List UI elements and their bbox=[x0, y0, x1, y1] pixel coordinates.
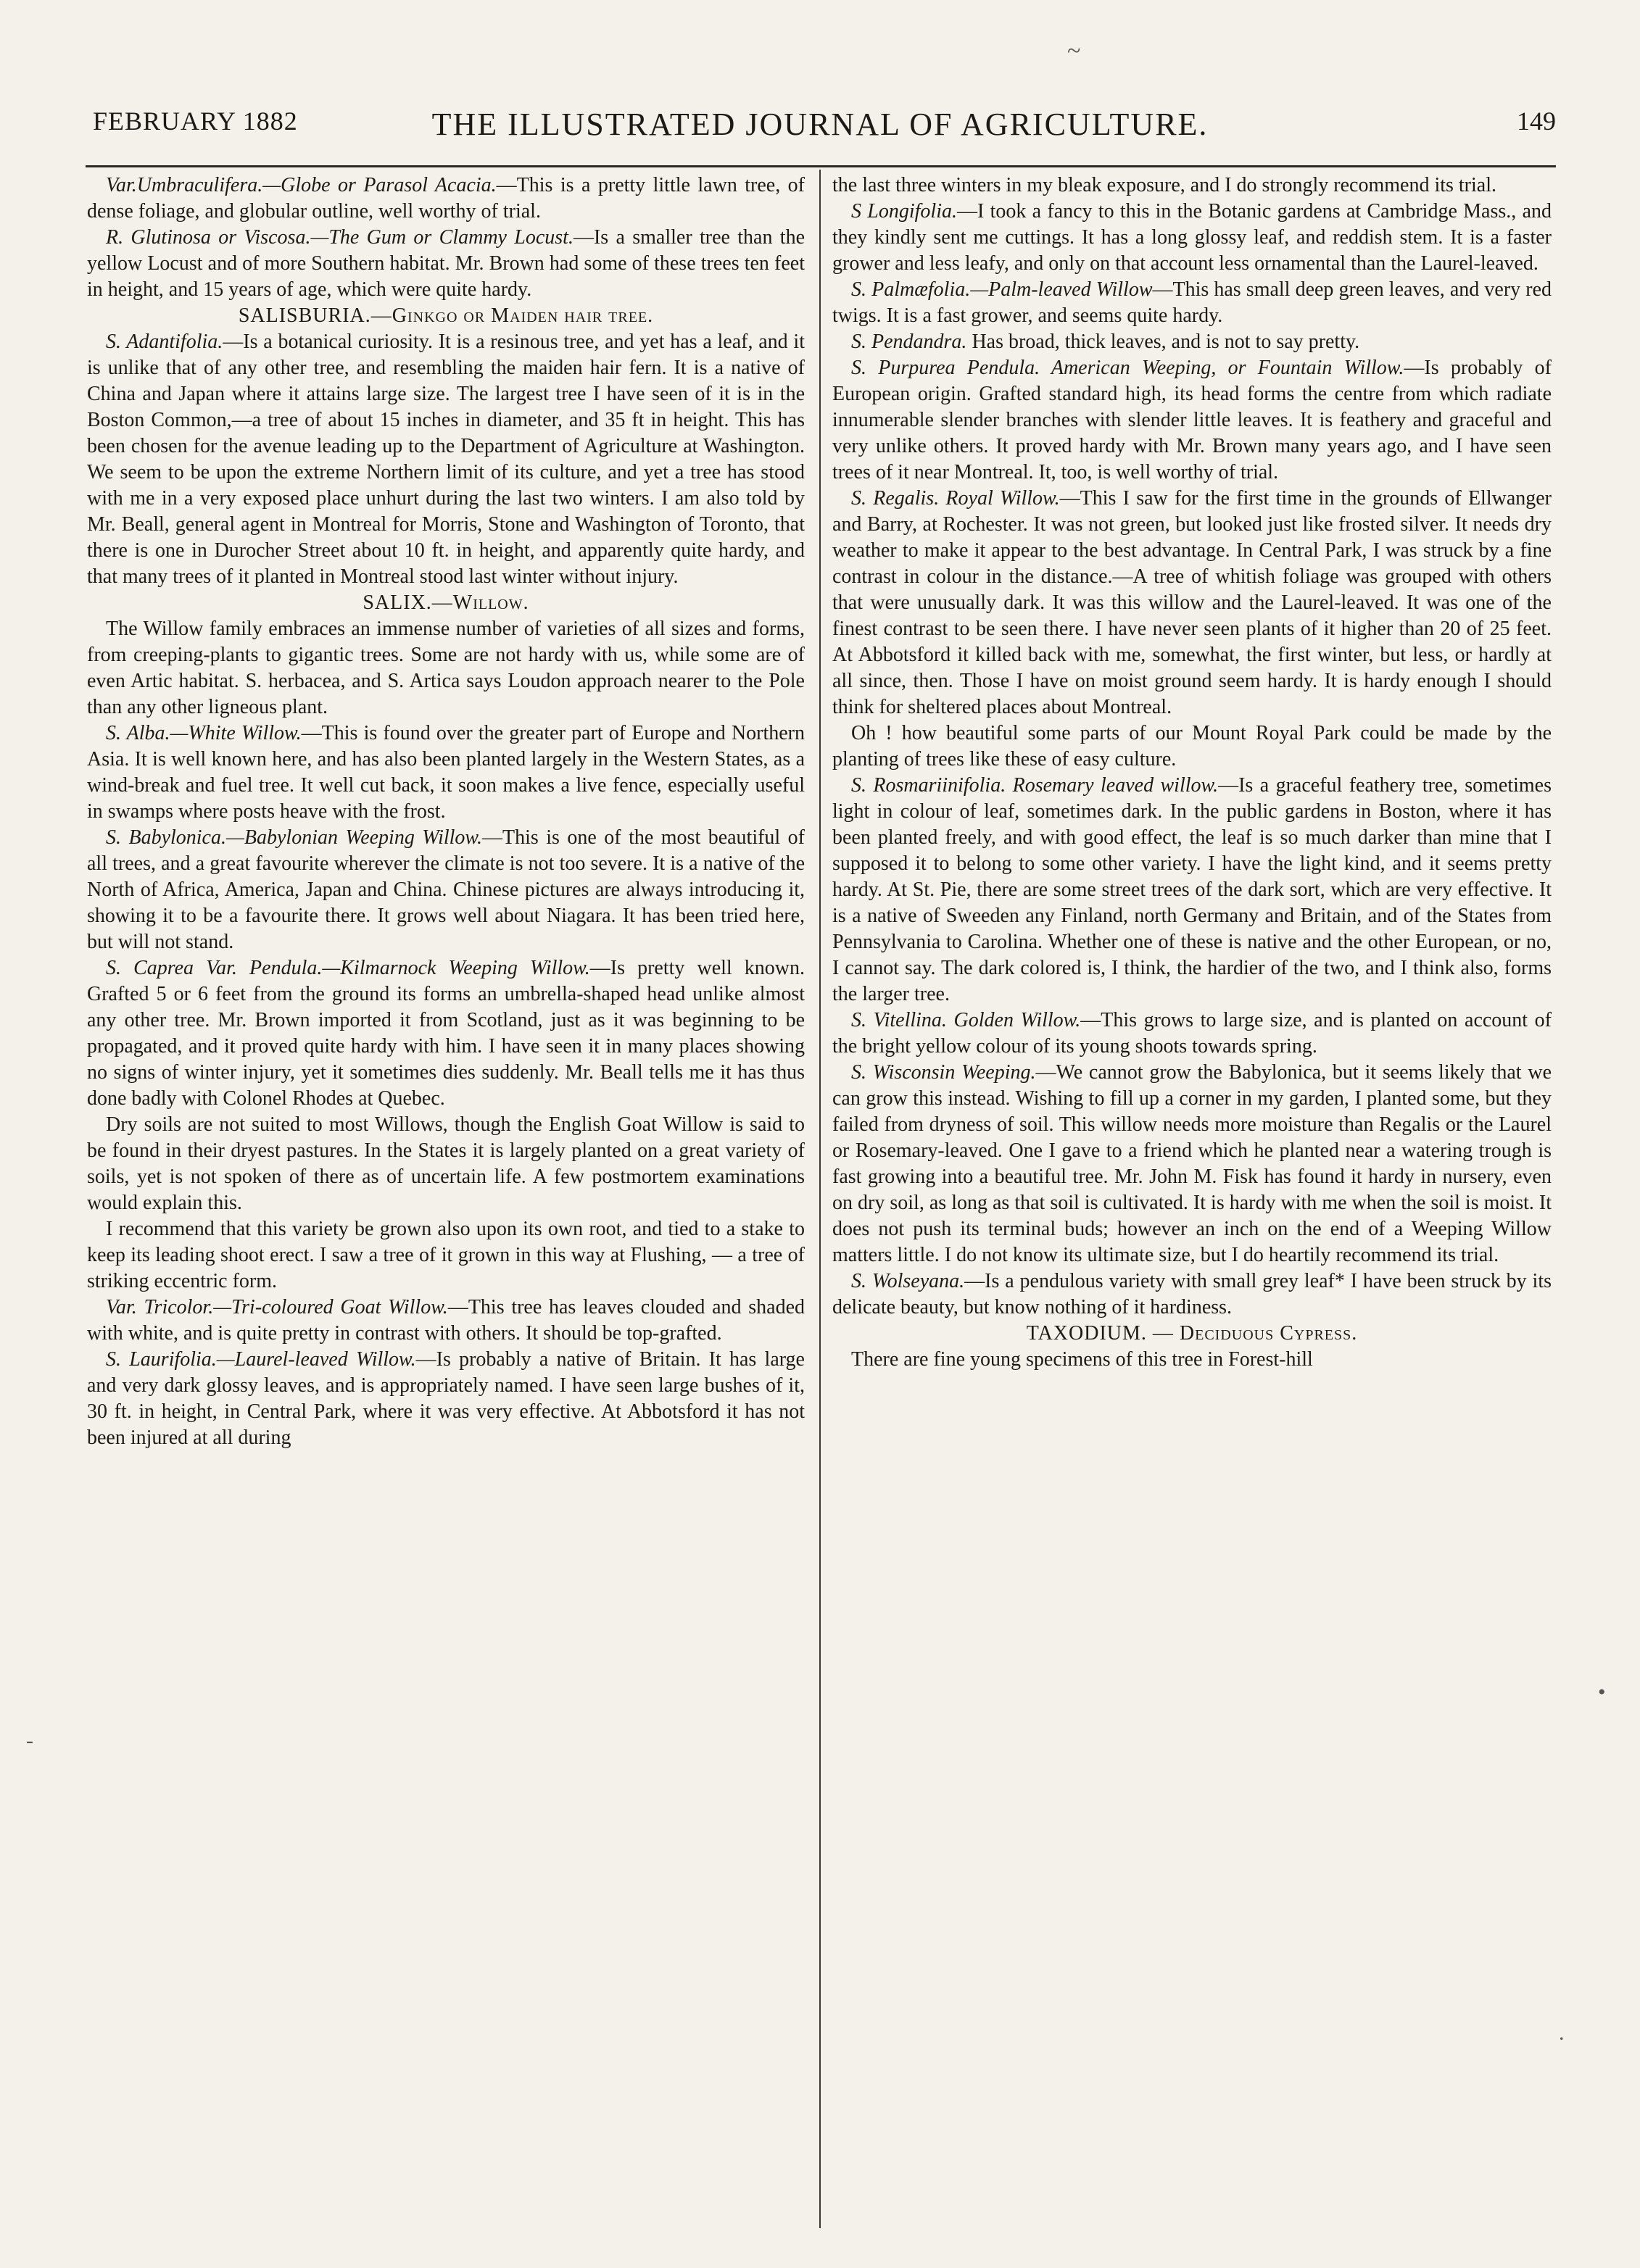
margin-mark-tick: . bbox=[1559, 2021, 1565, 2045]
paragraph-text: The Willow family embraces an immense number of varieties of all sizes and forms, from creeping-plants to gigantic trees. Some are not hardy with us, while some are of even Artic habitat. S. herbacea, and S. Artica says Loudon approach nearer to the Pole than any other ligneous plant. bbox=[87, 618, 805, 718]
paragraph bbox=[87, 1347, 805, 1451]
journal-title: THE ILLUSTRATED JOURNAL OF AGRICULTURE. bbox=[431, 107, 1209, 142]
species-name: S. Caprea Var. Pendula.—Kilmarnock Weeping Willow. bbox=[106, 957, 590, 979]
stray-mark-top: ~ bbox=[1067, 38, 1081, 65]
paragraph bbox=[87, 1216, 805, 1295]
paragraph bbox=[87, 825, 805, 955]
section-heading-text: SALISBURIA.—Ginkgo or Maiden hair tree. bbox=[238, 304, 654, 327]
paragraph bbox=[832, 355, 1552, 486]
paragraph bbox=[832, 173, 1552, 199]
paragraph bbox=[832, 329, 1552, 355]
paragraph-text: —This is a pretty little lawn tree, of dense foliage, and globular outline, well worthy of trial. bbox=[87, 174, 805, 223]
paragraph-text: —Is probably a native of Britain. It has large and very dark glossy leaves, and is appropriately named. I have seen large bushes of it, 30 ft. in height, in Central Park, where it was very effective. At Abbotsford it has not been injured at all during bbox=[87, 1348, 805, 1449]
section-heading-text: TAXODIUM. — Deciduous Cypress. bbox=[1026, 1322, 1358, 1345]
paragraph-text: —This grows to large size, and is planted on account of the bright yellow colour of its young shoots towards spring. bbox=[832, 1009, 1552, 1058]
species-name: S. Alba.—White Willow. bbox=[106, 722, 302, 744]
margin-mark-left: - bbox=[26, 1729, 33, 1753]
paragraph bbox=[87, 1112, 805, 1216]
species-name: S. Vitellina. Golden Willow. bbox=[851, 1009, 1081, 1031]
paragraph-text: Has broad, thick leaves, and is not to say pretty. bbox=[966, 331, 1360, 353]
paragraph-text: Oh ! how beautiful some parts of our Mount Royal Park could be made by the planting of trees like these of easy culture. bbox=[832, 722, 1552, 770]
paragraph bbox=[832, 773, 1552, 1008]
paragraph bbox=[87, 720, 805, 825]
species-name: S. Wisconsin Weeping. bbox=[851, 1061, 1036, 1084]
header-rule bbox=[86, 165, 1556, 167]
species-name: S. Palmæfolia.—Palm-leaved Willow bbox=[851, 278, 1153, 301]
species-name: S. Adantifolia. bbox=[106, 331, 223, 353]
paragraph bbox=[832, 1060, 1552, 1268]
paragraph bbox=[832, 486, 1552, 720]
species-name: S Longifolia. bbox=[851, 200, 957, 223]
paragraph bbox=[832, 199, 1552, 277]
paragraph-text: —Is a smaller tree than the yellow Locust and of more Southern habitat. Mr. Brown had some of these trees ten feet in height, and 15 years of age, which were quite hardy. bbox=[87, 226, 805, 301]
left-column bbox=[87, 173, 805, 1451]
paragraph-text: —Is a graceful feathery tree, sometimes light in colour of leaf, sometimes dark. In the public gardens in Boston, where it has been planted freely, and with good effect, the leaf is so much darker than mine that I supposed it to belong to some other variety. I have the light kind, and it seems pretty hardy. At St. Pie, there are some street trees of the dark sort, which are very effective. It is a native of Sweeden any Finland, north Germany and Britain, and of the States from Pennsylvania to Carolina. Whether one of these is native and the other European, or no, I cannot say. The dark colored is, I think, the hardier of the two, and I think also, forms the larger tree. bbox=[832, 774, 1552, 1005]
running-head bbox=[0, 106, 1640, 157]
paragraph-text: —This I saw for the first time in the grounds of Ellwanger and Barry, at Rochester. It was not green, but looked just like frosted silver. It needs dry weather to make it appear to the best advantage. In Central Park, I was struck by a fine contrast in colour in the distance.—A tree of whitish foliage was grouped with others that were unusually dark. It was this willow and the Laurel-leaved. It was one of the finest contrast to be seen there. I have never seen plants of it higher than 20 of 25 feet. At Abbotsford it killed back with me, somewhat, the first winter, but less, or hardly at all since, then. Those I have on moist ground seem hardy. It is hardy enough I should think for sheltered places about Montreal. bbox=[832, 487, 1552, 718]
paragraph-text: I recommend that this variety be grown also upon its own root, and tied to a stake to keep its leading shoot erect. I saw a tree of it grown in this way at Flushing, — a tree of striking eccentric form. bbox=[87, 1218, 805, 1292]
species-name: Var. Tricolor.—Tri-coloured Goat Willow. bbox=[106, 1296, 448, 1318]
right-column bbox=[832, 173, 1552, 1373]
section-heading bbox=[832, 1321, 1552, 1347]
paragraph-text: —This is one of the most beautiful of all trees, and a great favourite wherever the climate is not too severe. It is a native of the North of Africa, America, Japan and China. Chinese pictures are always introducing it, showing it to be a favourite there. It grows well about Niagara. It has been tried here, but will not stand. bbox=[87, 826, 805, 953]
paragraph bbox=[832, 720, 1552, 773]
section-heading bbox=[87, 303, 805, 329]
species-name: S. Regalis. Royal Willow. bbox=[851, 487, 1060, 510]
section-heading-text: SALIX.—Willow. bbox=[363, 591, 529, 614]
species-name: S. Babylonica.—Babylonian Weeping Willow. bbox=[106, 826, 483, 849]
column-rule bbox=[819, 170, 821, 2228]
paragraph bbox=[87, 225, 805, 303]
paragraph-text: —This is found over the greater part of Europe and Northern Asia. It is well known here, and has also been planted largely in the Western States, as a wind-break and fuel tree. It well cut back, it soon makes a live fence, especially useful in swamps where posts heave with the frost. bbox=[87, 722, 805, 823]
paragraph-text: Dry soils are not suited to most Willows, though the English Goat Willow is said to be found in their dryest pastures. In the States it is largely planted on a great variety of soils, yet is not spoken of there as of uncertain life. A few postmortem examinations would explain this. bbox=[87, 1113, 805, 1214]
paragraph bbox=[87, 616, 805, 720]
paragraph bbox=[87, 1295, 805, 1347]
species-name: S. Purpurea Pendula. American Weeping, or Fountain Willow. bbox=[851, 357, 1404, 379]
paragraph-text: —Is pretty well known. Grafted 5 or 6 feet from the ground its forms an umbrella-shaped head unlike almost any other tree. Mr. Brown imported it from Scotland, just as it was beginning to be propagated, and it proved quite hardy with him. I have seen it in many places showing no signs of winter injury, yet it sometimes dies suddenly. Mr. Beall tells me it has thus done badly with Colonel Rhodes at Quebec. bbox=[87, 957, 805, 1110]
species-name: S. Wolseyana. bbox=[851, 1270, 965, 1292]
section-heading bbox=[87, 590, 805, 616]
paragraph bbox=[87, 329, 805, 590]
issue-date: FEBRUARY 1882 bbox=[93, 107, 298, 136]
species-name: Var.Umbraculifera.—Globe or Parasol Acacia. bbox=[106, 174, 497, 196]
paragraph bbox=[87, 955, 805, 1112]
paragraph-text: There are fine young specimens of this tree in Forest-hill bbox=[851, 1348, 1313, 1371]
paragraph-text: —I took a fancy to this in the Botanic gardens at Cambridge Mass., and they kindly sent me cuttings. It has a long glossy leaf, and reddish stem. It is a faster grower and less leafy, and only on that account less ornamental than the Laurel-leaved. bbox=[832, 200, 1552, 275]
paragraph-text: —Is a pendulous variety with small grey leaf* I have been struck by its delicate beauty, but know nothing of it hardiness. bbox=[832, 1270, 1552, 1318]
species-name: S. Pendandra. bbox=[851, 331, 967, 353]
paragraph bbox=[832, 1268, 1552, 1321]
paragraph-text: —This has small deep green leaves, and very red twigs. It is a fast grower, and seems quite hardy. bbox=[832, 278, 1552, 327]
paragraph bbox=[832, 277, 1552, 329]
paragraph bbox=[87, 173, 805, 225]
paragraph-text: —Is a botanical curiosity. It is a resinous tree, and yet has a leaf, and it is unlike that of any other tree, and resembling the maiden hair fern. It is a native of China and Japan where it attains large size. The largest tree I have seen of it is in the Boston Common,—a tree of about 15 inches in diameter, and 35 ft in height. This has been chosen for the avenue leading up to the Department of Agriculture at Washington. We seem to be upon the extreme Northern limit of its culture, and yet a tree has stood with me in a very exposed place unhurt during the last two winters. I am also told by Mr. Beall, general agent in Montreal for Morris, Stone and Washington of Toronto, that there is one in Durocher Street about 10 ft. in height, and apparently quite hardy, and that many trees of it planted in Montreal stood last winter without injury. bbox=[87, 331, 805, 588]
page-number: 149 bbox=[1517, 107, 1556, 136]
paragraph-text: the last three winters in my bleak exposure, and I do strongly recommend its trial. bbox=[832, 174, 1496, 196]
species-name: S. Rosmariinifolia. Rosemary leaved willow. bbox=[851, 774, 1219, 797]
paragraph-text: —We cannot grow the Babylonica, but it seems likely that we can grow this instead. Wishing to fill up a corner in my garden, I planted some, but they failed from dryness of soil. This willow needs more moisture than Regalis or the Laurel or Rosemary-leaved. One I gave to a friend which he planted near a watering trough is fast growing into a beautiful tree. Mr. John M. Fisk has found it hardy in nursery, even on dry soil, as long as that soil is cultivated. It is hardy with me when the soil is moist. It does not push its terminal buds; however an inch on the end of a Weeping Willow matters little. I do not know its ultimate size, but I do heartily recommend its trial. bbox=[832, 1061, 1552, 1266]
paragraph-text: —Is probably of European origin. Grafted standard high, its head forms the centre from which radiate innumerable slender branches with slender little leaves. It is feathery and graceful and very unlike others. It proved hardy with Mr. Brown many years ago, and I have seen trees of it near Montreal. It, too, is well worthy of trial. bbox=[832, 357, 1552, 483]
paragraph bbox=[832, 1347, 1552, 1373]
species-name: S. Laurifolia.—Laurel-leaved Willow. bbox=[106, 1348, 416, 1371]
paragraph-text: —This tree has leaves clouded and shaded with white, and is quite pretty in contrast with others. It should be top-grafted. bbox=[87, 1296, 805, 1345]
margin-mark-right: • bbox=[1598, 1680, 1606, 1704]
species-name: R. Glutinosa or Viscosa.—The Gum or Clammy Locust. bbox=[106, 226, 573, 249]
paragraph bbox=[832, 1008, 1552, 1060]
